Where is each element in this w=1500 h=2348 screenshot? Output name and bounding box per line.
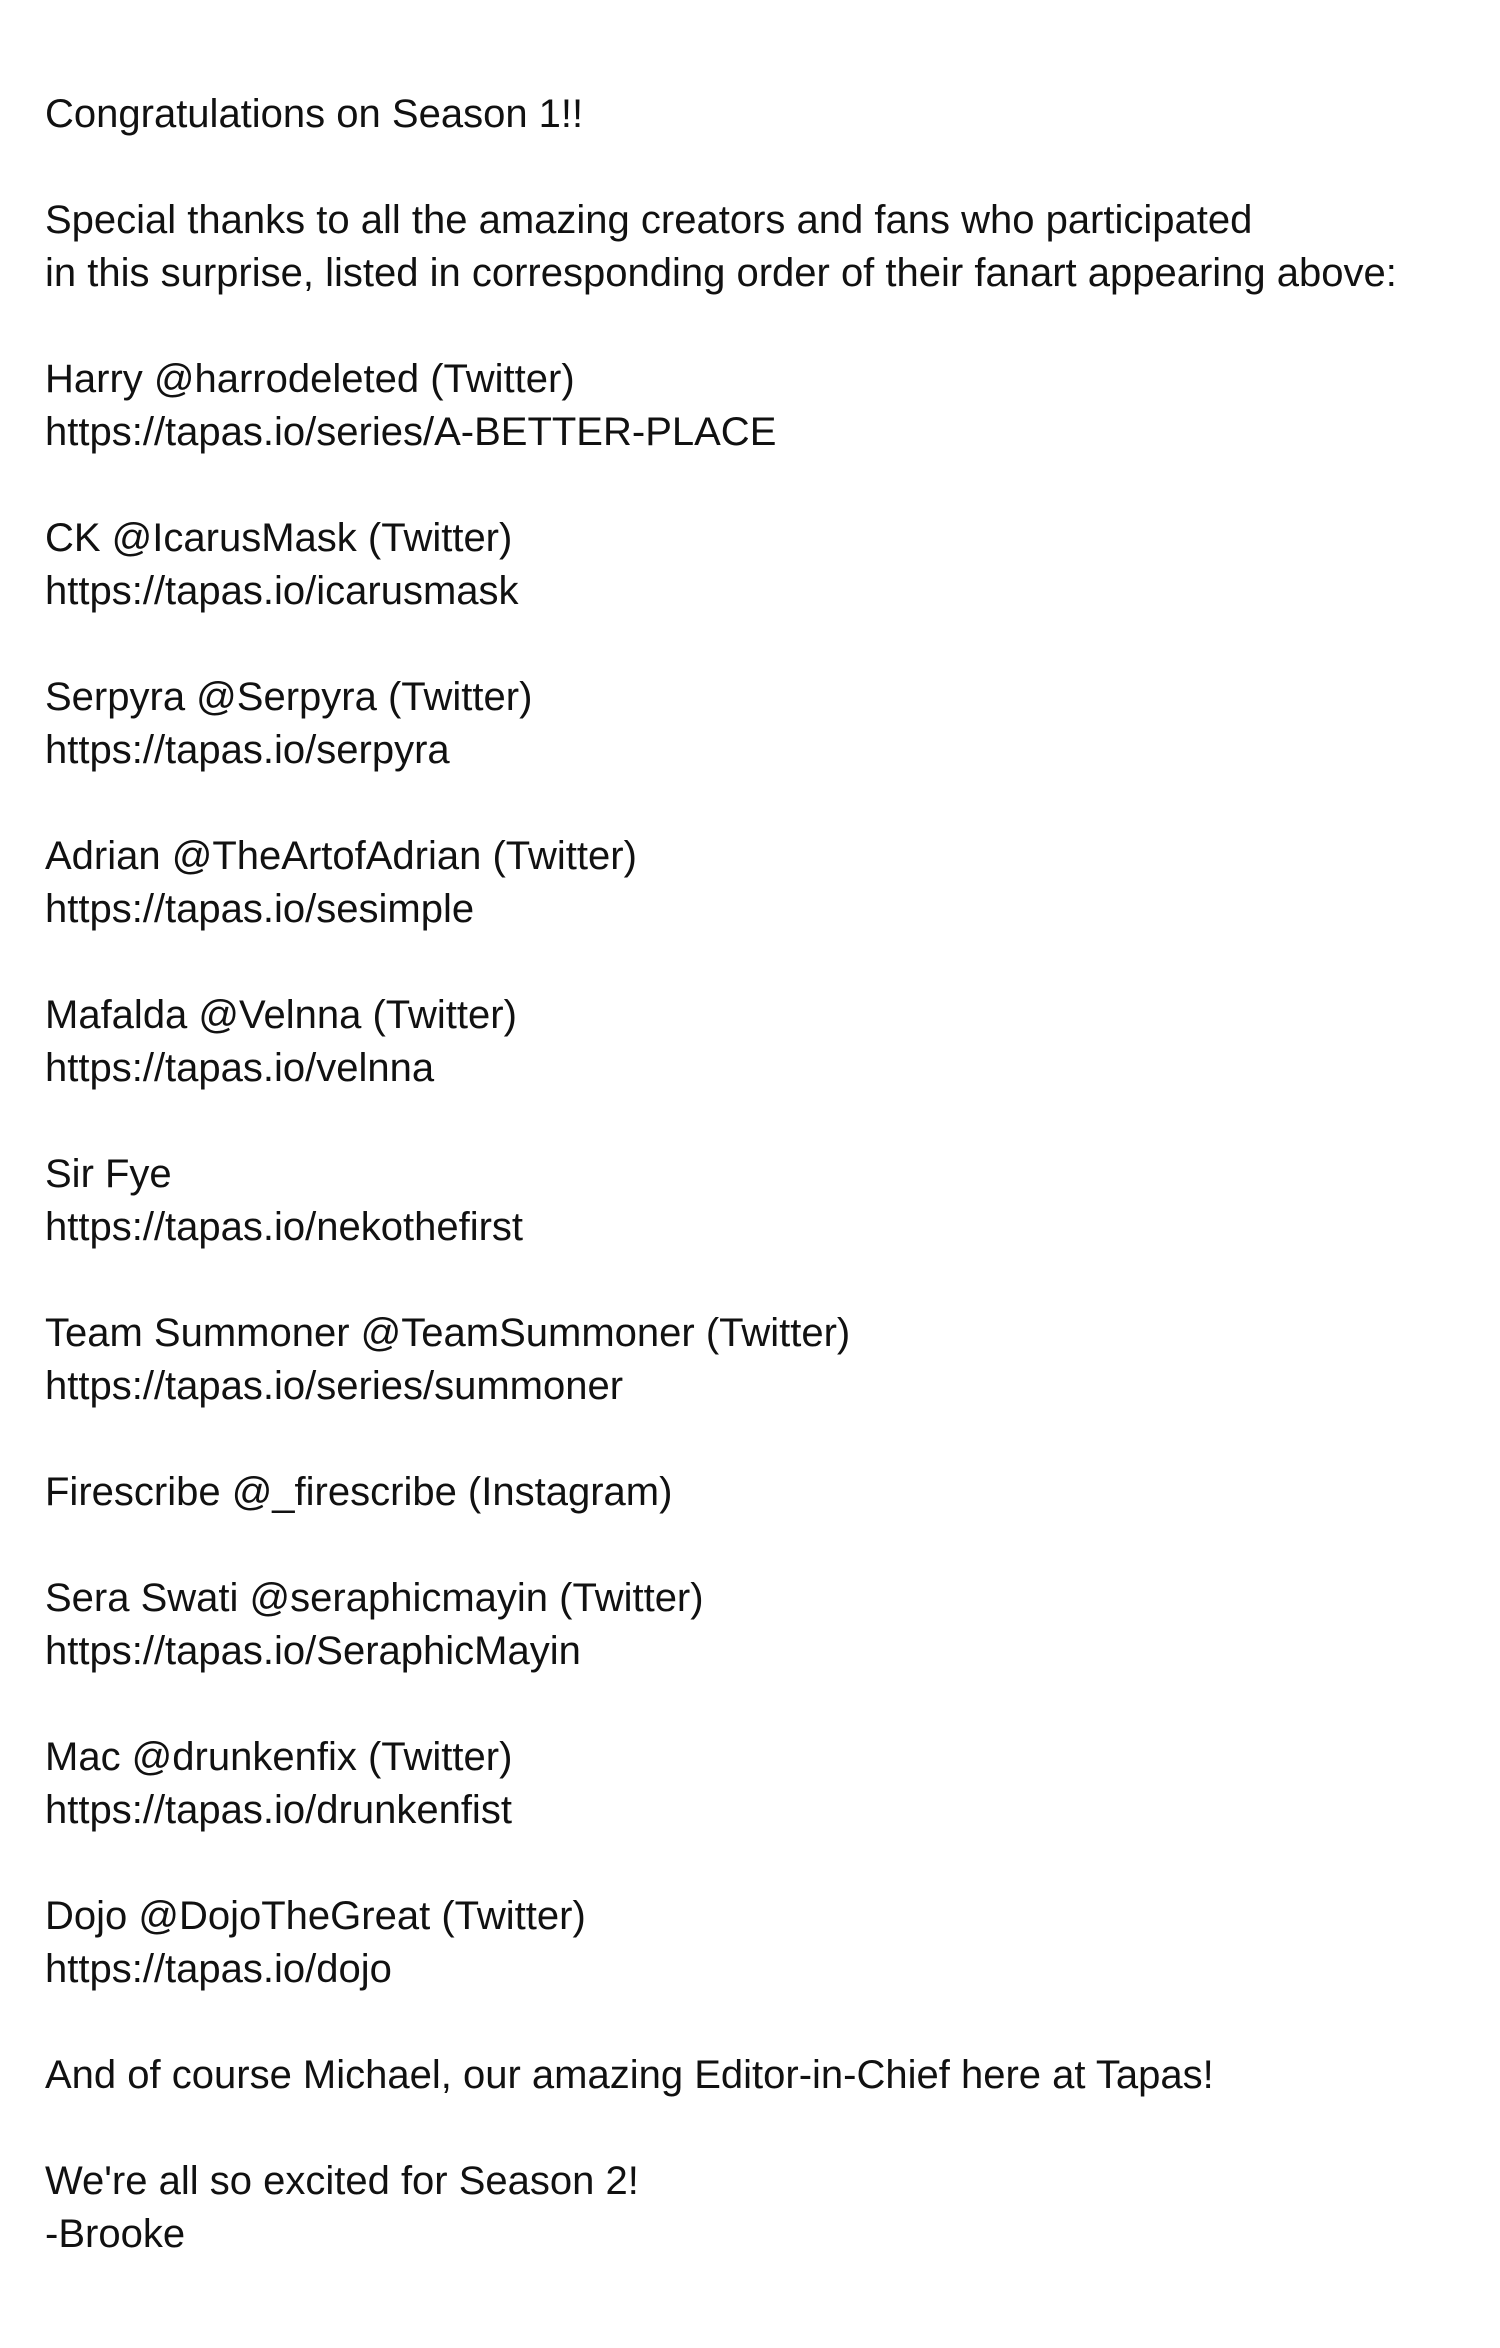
closing-line: We're all so excited for Season 2! xyxy=(45,2159,639,2203)
credit-link: https://tapas.io/sesimple xyxy=(45,887,475,931)
credit-link: https://tapas.io/SeraphicMayin xyxy=(45,1629,581,1673)
editor-thanks: And of course Michael, our amazing Editor-in-Chief here at Tapas! xyxy=(45,2053,1214,2097)
credit-link: https://tapas.io/drunkenfist xyxy=(45,1788,512,1832)
thanks-line-2: in this surprise, listed in corresponding order of their fanart appearing above: xyxy=(45,251,1397,295)
credit-link: https://tapas.io/series/A-BETTER-PLACE xyxy=(45,410,777,454)
credit-name: Team Summoner @TeamSummoner (Twitter) xyxy=(45,1311,851,1355)
credit-link: https://tapas.io/dojo xyxy=(45,1947,392,1991)
credit-name: Firescribe @_firescribe (Instagram) xyxy=(45,1470,673,1514)
credit-name: Dojo @DojoTheGreat (Twitter) xyxy=(45,1894,586,1938)
letter-heading: Congratulations on Season 1!! xyxy=(45,92,584,136)
thanks-line-1: Special thanks to all the amazing creators and fans who participated xyxy=(45,198,1253,242)
credit-name: Sir Fye xyxy=(45,1152,172,1196)
credit-link: https://tapas.io/velnna xyxy=(45,1046,435,1090)
signature: -Brooke xyxy=(45,2212,186,2256)
credit-link: https://tapas.io/icarusmask xyxy=(45,569,519,613)
credit-name: Adrian @TheArtofAdrian (Twitter) xyxy=(45,834,637,878)
credit-name: Sera Swati @seraphicmayin (Twitter) xyxy=(45,1576,704,1620)
credit-name: Mafalda @Velnna (Twitter) xyxy=(45,993,517,1037)
credit-name: Serpyra @Serpyra (Twitter) xyxy=(45,675,533,719)
credit-link: https://tapas.io/nekothefirst xyxy=(45,1205,524,1249)
credit-name: Harry @harrodeleted (Twitter) xyxy=(45,357,575,401)
credit-name: Mac @drunkenfix (Twitter) xyxy=(45,1735,513,1779)
credit-link: https://tapas.io/serpyra xyxy=(45,728,450,772)
credit-link: https://tapas.io/series/summoner xyxy=(45,1364,624,1408)
credit-name: CK @IcarusMask (Twitter) xyxy=(45,516,513,560)
